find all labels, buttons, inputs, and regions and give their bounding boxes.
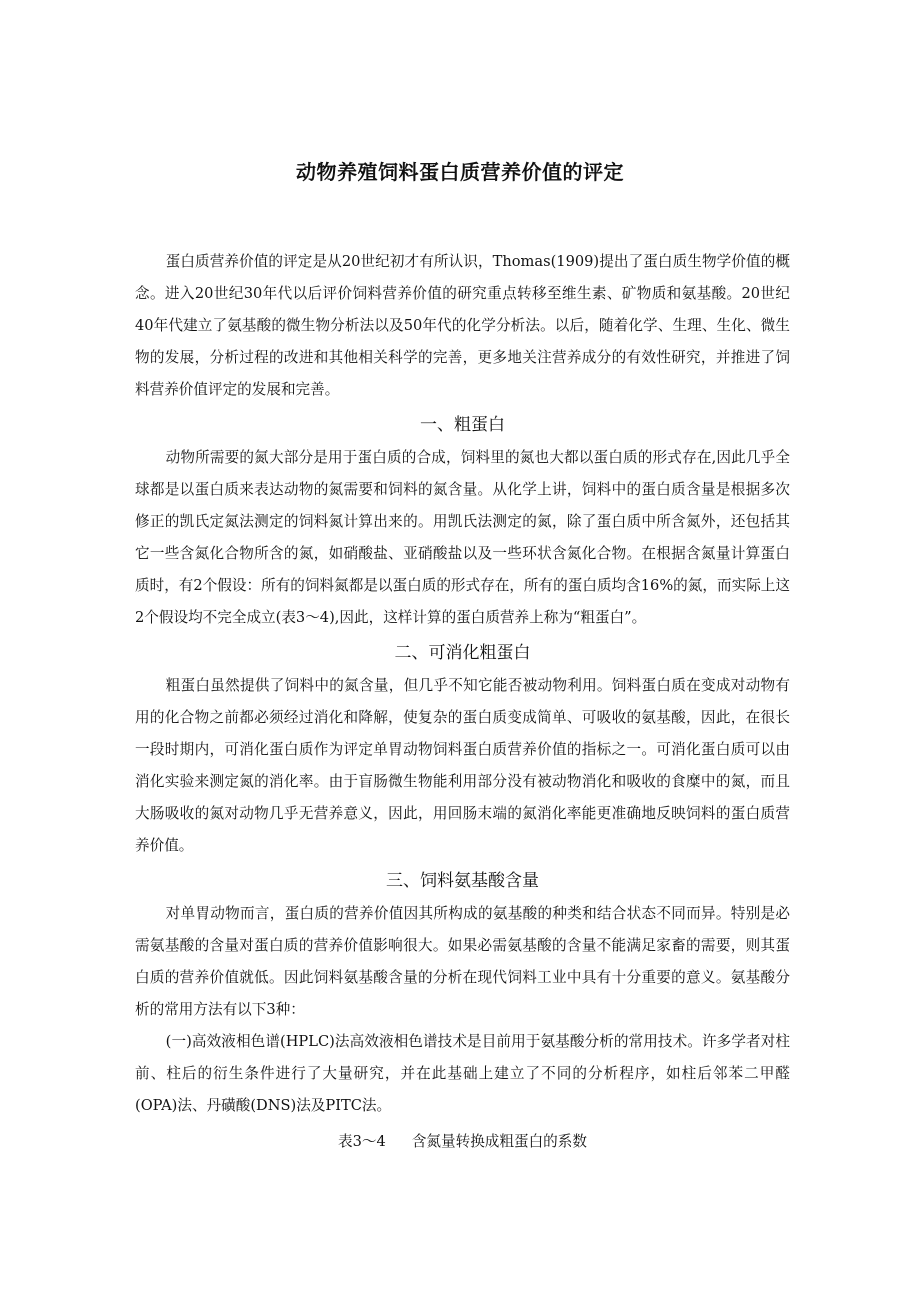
document-title: 动物养殖饲料蛋白质营养价值的评定 xyxy=(296,160,624,184)
section-heading-crude-protein: 一、粗蛋白 xyxy=(420,415,505,435)
section-heading-digestible-protein: 二、可消化粗蛋白 xyxy=(394,643,531,663)
amino-acid-paragraph: 对单胃动物而言，蛋白质的营养价值因其所构成的氨基酸的种类和结合状态不同而异。特别是必需氨基酸的含量对蛋白质的营养价值影响很大。如果必需氨基酸的含量不能满足家畜的需要，则其蛋白质的营养价值就低。因此饲料氨基酸含量的分析在现代饲料工业中具有十分重要的意义。氨基酸分析的常用方法有以下3种： xyxy=(135,905,790,1018)
hplc-paragraph: (一)高效液相色谱(HPLC)法高效液相色谱技术是目前用于氨基酸分析的常用技术。许多学者对柱前、柱后的衍生条件进行了大量研究，并在此基础上建立了不同的分析程序，如柱后邻苯二甲醛(OPA)法、丹磺酸(DNS)法及PITC法。 xyxy=(135,1033,790,1114)
crude-protein-paragraph: 动物所需要的氮大部分是用于蛋白质的合成，饲料里的氮也大都以蛋白质的形式存在,因此几乎全球都是以蛋白质来表达动物的氮需要和饲料的氮含量。从化学上讲，饲料中的蛋白质含量是根据多次修正的凯氏定氮法测定的饲料氮计算出来的。用凯氏法测定的氮，除了蛋白质中所含氮外，还包括其它一些含氮化合物所含的氮，如硝酸盐、亚硝酸盐以及一些环状含氮化合物。在根据含氮量计算蛋白质时，有2个假设：所有的饲料氮都是以蛋白质的形式存在，所有的蛋白质均含16%的氮，而实际上这2个假设均不完全成立(表3～4),因此，这样计算的蛋白质营养上称为“粗蛋白”。 xyxy=(135,449,790,626)
table-caption xyxy=(135,1126,790,1158)
section-heading-amino-acid: 三、饲料氨基酸含量 xyxy=(386,871,539,891)
intro-paragraph: 蛋白质营养价值的评定是从20世纪初才有所认识，Thomas(1909)提出了蛋白质生物学价值的概念。进入20世纪30年代以后评价饲料营养价值的研究重点转移至维生素、矿物质和氨基酸。20世纪40年代建立了氨基酸的微生物分析法以及50年代的化学分析法。以后，随着化学、生理、生化、微生物的发展，分析过程的改进和其他相关科学的完善，更多地关注营养成分的有效性研究，并推进了饲料营养价值评定的发展和完善。 xyxy=(135,253,790,398)
document-body xyxy=(135,246,790,1158)
digestible-protein-paragraph: 粗蛋白虽然提供了饲料中的氮含量，但几乎不知它能否被动物利用。饲料蛋白质在变成对动物有用的化合物之前都必须经过消化和降解，使复杂的蛋白质变成简单、可吸收的氨基酸，因此，在很长一段时期内，可消化蛋白质作为评定单胃动物饲料蛋白质营养价值的指标之一。可消化蛋白质可以由消化实验来测定氮的消化率。由于盲肠微生物能利用部分没有被动物消化和吸收的食糜中的氮，而且大肠吸收的氮对动物几乎无营养意义，因此，用回肠末端的氮消化率能更准确地反映饲料的蛋白质营养价值。 xyxy=(135,677,790,854)
table-caption-text: 含氮量转换成粗蛋白的系数 xyxy=(411,1133,587,1150)
table-caption-label: 表3～4 xyxy=(338,1133,386,1150)
